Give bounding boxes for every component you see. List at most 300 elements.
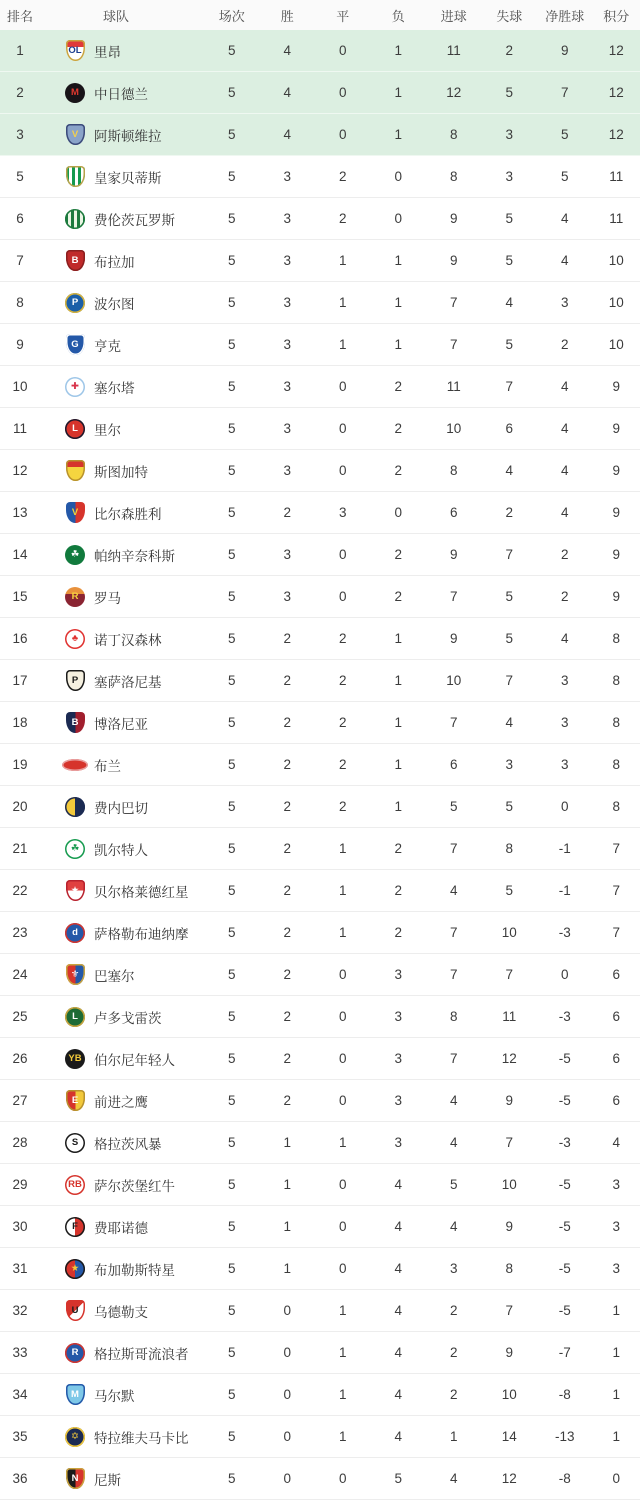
rank-value: 19 xyxy=(12,757,28,772)
goal-diff-value: 7 xyxy=(560,85,569,100)
points-value: 9 xyxy=(612,379,620,394)
played-value: 5 xyxy=(227,1261,236,1276)
team-name: 巴塞尔 xyxy=(94,968,135,984)
rank-value: 14 xyxy=(12,547,28,562)
points-value: 7 xyxy=(612,841,620,856)
losses-value: 3 xyxy=(394,967,402,982)
table-row[interactable] xyxy=(0,786,640,828)
losses-value: 2 xyxy=(394,883,402,898)
team-cell xyxy=(40,1343,204,1363)
played-value: 5 xyxy=(227,841,236,856)
draws-value: 1 xyxy=(338,841,347,856)
team-name: 马尔默 xyxy=(94,1388,135,1404)
played-value: 5 xyxy=(227,757,236,772)
played-value: 5 xyxy=(227,211,236,226)
played-value: 5 xyxy=(227,631,236,646)
played-value: 5 xyxy=(227,505,236,520)
goals-against-value: 11 xyxy=(502,1009,517,1024)
points-value: 1 xyxy=(612,1429,620,1444)
table-row[interactable] xyxy=(0,1332,640,1374)
points-value: 9 xyxy=(612,463,620,478)
losses-value: 5 xyxy=(394,1471,402,1486)
goals-for-value: 8 xyxy=(449,169,458,184)
header-team: 球队 xyxy=(103,8,130,24)
played-value: 5 xyxy=(227,1219,236,1234)
goals-against-value: 7 xyxy=(505,1135,513,1150)
team-logo-icon: F xyxy=(65,1217,85,1237)
goal-diff-value: -3 xyxy=(558,925,571,940)
team-name: 费耶诺德 xyxy=(94,1220,148,1236)
goal-diff-value: 4 xyxy=(560,253,569,268)
draws-value: 2 xyxy=(338,799,347,814)
draws-value: 0 xyxy=(338,85,347,100)
team-logo-icon: RB xyxy=(65,1175,85,1195)
table-row[interactable] xyxy=(0,576,640,618)
team-cell xyxy=(40,460,204,481)
goals-against-value: 5 xyxy=(505,589,513,604)
points-value: 9 xyxy=(612,547,620,562)
table-row[interactable] xyxy=(0,492,640,534)
goal-diff-value: -1 xyxy=(558,841,571,856)
team-logo-icon: B xyxy=(66,250,85,271)
table-row[interactable] xyxy=(0,198,640,240)
goals-against-value: 3 xyxy=(505,127,513,142)
draws-value: 0 xyxy=(338,1093,347,1108)
played-value: 5 xyxy=(227,1009,236,1024)
team-logo-icon: B xyxy=(66,712,85,733)
goal-diff-value: -3 xyxy=(558,1009,571,1024)
table-row[interactable] xyxy=(0,1164,640,1206)
goal-diff-value: 5 xyxy=(560,127,569,142)
played-value: 5 xyxy=(227,169,236,184)
wins-value: 3 xyxy=(283,253,291,268)
wins-value: 0 xyxy=(283,1303,291,1318)
team-logo-icon: L xyxy=(65,419,85,439)
header-draws: 平 xyxy=(336,8,350,24)
table-row[interactable] xyxy=(0,534,640,576)
table-row[interactable] xyxy=(0,954,640,996)
team-logo-icon: P xyxy=(66,670,85,691)
table-body xyxy=(0,30,640,1500)
wins-value: 2 xyxy=(283,715,291,730)
goal-diff-value: -5 xyxy=(558,1177,571,1192)
team-cell xyxy=(40,250,204,271)
team-name: 萨格勒布迪纳摩 xyxy=(94,926,189,942)
wins-value: 2 xyxy=(283,1093,291,1108)
rank-value: 24 xyxy=(12,967,28,982)
header-goal-diff: 净胜球 xyxy=(545,8,585,24)
goals-for-value: 7 xyxy=(449,295,458,310)
goal-diff-value: -1 xyxy=(558,883,571,898)
wins-value: 3 xyxy=(283,463,291,478)
wins-value: 3 xyxy=(283,589,291,604)
points-value: 12 xyxy=(608,85,624,100)
points-value: 9 xyxy=(612,421,620,436)
goals-for-value: 7 xyxy=(449,1051,458,1066)
goals-for-value: 12 xyxy=(446,85,462,100)
goals-against-value: 9 xyxy=(505,1345,513,1360)
wins-value: 0 xyxy=(283,1387,291,1402)
header-goals-for: 进球 xyxy=(440,8,467,24)
draws-value: 0 xyxy=(338,1009,347,1024)
draws-value: 3 xyxy=(338,505,347,520)
goals-against-value: 9 xyxy=(505,1093,513,1108)
team-logo-icon: ★ xyxy=(66,880,85,901)
team-logo-icon: R xyxy=(65,1343,85,1363)
table-row[interactable] xyxy=(0,30,640,72)
goals-against-value: 5 xyxy=(505,337,513,352)
goals-against-value: 4 xyxy=(505,715,513,730)
played-value: 5 xyxy=(227,1429,236,1444)
points-value: 7 xyxy=(612,925,620,940)
goal-diff-value: 3 xyxy=(560,295,569,310)
goals-against-value: 7 xyxy=(505,967,513,982)
team-name: 伯尔尼年轻人 xyxy=(94,1052,175,1068)
points-value: 12 xyxy=(608,43,624,58)
losses-value: 1 xyxy=(394,253,402,268)
goals-for-value: 9 xyxy=(449,253,458,268)
losses-value: 2 xyxy=(394,421,402,436)
goals-for-value: 8 xyxy=(449,463,458,478)
wins-value: 2 xyxy=(283,841,291,856)
table-header xyxy=(0,0,640,30)
table-row[interactable] xyxy=(0,240,640,282)
team-logo-icon xyxy=(65,209,85,229)
header-goals-against: 失球 xyxy=(496,8,523,24)
goals-for-value: 7 xyxy=(449,715,458,730)
team-name: 布拉加 xyxy=(94,254,135,270)
wins-value: 1 xyxy=(283,1261,291,1276)
goal-diff-value: -8 xyxy=(558,1387,571,1402)
team-cell xyxy=(40,1427,204,1447)
team-name: 斯图加特 xyxy=(94,464,148,480)
table-row[interactable] xyxy=(0,408,640,450)
table-row[interactable] xyxy=(0,1290,640,1332)
table-row[interactable] xyxy=(0,114,640,156)
goals-for-value: 6 xyxy=(449,757,458,772)
header-rank: 排名 xyxy=(6,8,33,24)
losses-value: 1 xyxy=(394,715,402,730)
table-row[interactable] xyxy=(0,702,640,744)
team-logo-icon: L xyxy=(65,1007,85,1027)
rank-value: 30 xyxy=(12,1219,28,1234)
losses-value: 1 xyxy=(394,295,402,310)
losses-value: 1 xyxy=(394,757,402,772)
wins-value: 3 xyxy=(283,211,291,226)
losses-value: 1 xyxy=(394,799,402,814)
team-name: 博洛尼亚 xyxy=(94,716,148,732)
goals-for-value: 5 xyxy=(449,799,458,814)
draws-value: 0 xyxy=(338,463,347,478)
rank-value: 12 xyxy=(12,463,28,478)
played-value: 5 xyxy=(227,967,236,982)
team-name: 中日德兰 xyxy=(94,86,148,102)
played-value: 5 xyxy=(227,253,236,268)
losses-value: 2 xyxy=(394,463,402,478)
goal-diff-value: 4 xyxy=(560,631,569,646)
team-logo-icon xyxy=(62,759,88,771)
draws-value: 0 xyxy=(338,589,347,604)
points-value: 9 xyxy=(612,589,620,604)
team-logo-icon: ✚ xyxy=(65,377,85,397)
table-row[interactable] xyxy=(0,366,640,408)
goal-diff-value: -5 xyxy=(558,1219,571,1234)
losses-value: 4 xyxy=(394,1387,402,1402)
rank-value: 29 xyxy=(12,1177,28,1192)
goal-diff-value: 4 xyxy=(560,421,569,436)
team-name: 格拉斯哥流浪者 xyxy=(94,1346,189,1362)
rank-value: 21 xyxy=(12,841,28,856)
played-value: 5 xyxy=(227,379,236,394)
goals-against-value: 14 xyxy=(501,1429,517,1444)
goals-for-value: 4 xyxy=(449,1219,458,1234)
table-row[interactable] xyxy=(0,1248,640,1290)
table-row[interactable] xyxy=(0,324,640,366)
losses-value: 4 xyxy=(394,1429,402,1444)
team-cell xyxy=(40,209,204,229)
losses-value: 3 xyxy=(394,1135,402,1150)
team-name: 萨尔茨堡红牛 xyxy=(94,1178,175,1194)
table-row[interactable] xyxy=(0,72,640,114)
goals-for-value: 6 xyxy=(449,505,458,520)
team-name: 尼斯 xyxy=(94,1472,121,1488)
rank-value: 2 xyxy=(16,85,24,100)
goals-against-value: 3 xyxy=(505,169,513,184)
team-cell xyxy=(40,839,204,859)
goals-against-value: 4 xyxy=(505,295,513,310)
wins-value: 3 xyxy=(283,421,291,436)
goals-against-value: 12 xyxy=(501,1051,517,1066)
goal-diff-value: -5 xyxy=(558,1093,571,1108)
team-name: 阿斯顿维拉 xyxy=(94,128,162,144)
team-logo-icon: ✡ xyxy=(65,1427,85,1447)
team-cell xyxy=(40,545,204,565)
table-row[interactable] xyxy=(0,744,640,786)
points-value: 1 xyxy=(612,1345,620,1360)
played-value: 5 xyxy=(227,1135,236,1150)
wins-value: 3 xyxy=(283,379,291,394)
goal-diff-value: 4 xyxy=(560,211,569,226)
draws-value: 2 xyxy=(338,715,347,730)
goal-diff-value: -3 xyxy=(558,1135,571,1150)
wins-value: 2 xyxy=(283,1009,291,1024)
draws-value: 0 xyxy=(338,127,347,142)
rank-value: 5 xyxy=(16,169,24,184)
played-value: 5 xyxy=(227,1387,236,1402)
team-logo-icon: R xyxy=(65,587,85,607)
team-logo-icon: OL xyxy=(66,40,85,61)
table-row[interactable] xyxy=(0,1458,640,1500)
played-value: 5 xyxy=(227,43,236,58)
goals-for-value: 2 xyxy=(449,1303,458,1318)
goals-against-value: 5 xyxy=(505,631,513,646)
team-name: 格拉茨风暴 xyxy=(94,1136,162,1152)
goals-for-value: 10 xyxy=(446,673,462,688)
rank-value: 32 xyxy=(12,1303,28,1318)
goals-against-value: 2 xyxy=(505,43,513,58)
goal-diff-value: 4 xyxy=(560,379,569,394)
table-row[interactable] xyxy=(0,1374,640,1416)
table-row[interactable] xyxy=(0,870,640,912)
team-logo-icon: ☘ xyxy=(65,545,85,565)
losses-value: 1 xyxy=(394,127,402,142)
draws-value: 2 xyxy=(338,169,347,184)
table-row[interactable] xyxy=(0,156,640,198)
wins-value: 4 xyxy=(283,85,291,100)
team-cell xyxy=(40,1384,204,1405)
goal-diff-value: -8 xyxy=(558,1471,571,1486)
played-value: 5 xyxy=(227,1177,236,1192)
team-name: 皇家贝蒂斯 xyxy=(94,170,162,186)
table-row[interactable] xyxy=(0,618,640,660)
wins-value: 2 xyxy=(283,631,291,646)
table-row[interactable] xyxy=(0,1038,640,1080)
losses-value: 0 xyxy=(394,169,402,184)
wins-value: 1 xyxy=(283,1219,291,1234)
losses-value: 4 xyxy=(394,1303,402,1318)
rank-value: 3 xyxy=(16,127,24,142)
team-logo-icon: ♣ xyxy=(65,629,85,649)
points-value: 0 xyxy=(612,1471,620,1486)
team-name: 乌德勒支 xyxy=(94,1304,148,1320)
goal-diff-value: 9 xyxy=(560,43,569,58)
points-value: 10 xyxy=(608,253,624,268)
goals-for-value: 4 xyxy=(449,1471,458,1486)
rank-value: 16 xyxy=(12,631,28,646)
header-losses: 负 xyxy=(391,8,405,24)
team-name: 帕纳辛奈科斯 xyxy=(94,548,175,564)
team-name: 特拉维夫马卡比 xyxy=(94,1430,189,1446)
wins-value: 2 xyxy=(283,799,291,814)
rank-value: 31 xyxy=(12,1261,28,1276)
table-row[interactable] xyxy=(0,1206,640,1248)
played-value: 5 xyxy=(227,673,236,688)
team-cell xyxy=(40,377,204,397)
played-value: 5 xyxy=(227,715,236,730)
draws-value: 0 xyxy=(338,547,347,562)
points-value: 9 xyxy=(612,505,620,520)
goal-diff-value: 0 xyxy=(560,967,569,982)
team-logo-icon: M xyxy=(66,1384,85,1405)
team-cell xyxy=(40,40,204,61)
team-name: 里昂 xyxy=(94,44,121,60)
wins-value: 2 xyxy=(283,757,291,772)
table-row[interactable] xyxy=(0,1080,640,1122)
table-row[interactable] xyxy=(0,1416,640,1458)
goals-against-value: 7 xyxy=(505,673,513,688)
losses-value: 0 xyxy=(394,211,402,226)
goals-for-value: 7 xyxy=(449,589,458,604)
team-cell xyxy=(40,629,204,649)
team-cell xyxy=(40,502,204,523)
played-value: 5 xyxy=(227,463,236,478)
team-name: 卢多戈雷茨 xyxy=(94,1010,162,1026)
draws-value: 2 xyxy=(338,757,347,772)
wins-value: 1 xyxy=(283,1177,291,1192)
goal-diff-value: 5 xyxy=(560,169,569,184)
rank-value: 23 xyxy=(12,925,28,940)
team-logo-icon: ☘ xyxy=(65,839,85,859)
table-row[interactable] xyxy=(0,282,640,324)
draws-value: 2 xyxy=(338,211,347,226)
played-value: 5 xyxy=(227,1303,236,1318)
team-cell xyxy=(40,1133,204,1153)
team-logo-icon xyxy=(66,166,85,187)
team-cell xyxy=(40,1468,204,1489)
goals-for-value: 8 xyxy=(449,1009,458,1024)
table-row[interactable] xyxy=(0,828,640,870)
rank-value: 15 xyxy=(12,589,28,604)
points-value: 10 xyxy=(608,337,624,352)
team-cell xyxy=(40,880,204,901)
losses-value: 0 xyxy=(394,505,402,520)
goals-against-value: 6 xyxy=(505,421,513,436)
losses-value: 3 xyxy=(394,1051,402,1066)
rank-value: 28 xyxy=(12,1135,28,1150)
losses-value: 1 xyxy=(394,337,402,352)
wins-value: 3 xyxy=(283,295,291,310)
team-cell xyxy=(40,923,204,943)
wins-value: 0 xyxy=(283,1345,291,1360)
team-cell xyxy=(40,712,204,733)
played-value: 5 xyxy=(227,589,236,604)
points-value: 6 xyxy=(612,1009,620,1024)
goals-for-value: 7 xyxy=(449,925,458,940)
draws-value: 1 xyxy=(338,1135,347,1150)
team-name: 布兰 xyxy=(94,758,121,774)
points-value: 6 xyxy=(612,967,620,982)
draws-value: 1 xyxy=(338,1345,347,1360)
team-cell xyxy=(40,964,204,985)
team-cell xyxy=(40,1007,204,1027)
goals-against-value: 10 xyxy=(501,925,517,940)
table-row[interactable] xyxy=(0,660,640,702)
goals-against-value: 5 xyxy=(505,211,513,226)
table-row[interactable] xyxy=(0,450,640,492)
draws-value: 1 xyxy=(338,295,347,310)
table-row[interactable] xyxy=(0,912,640,954)
table-row[interactable] xyxy=(0,1122,640,1164)
team-cell xyxy=(40,1259,204,1279)
table-row[interactable] xyxy=(0,996,640,1038)
goal-diff-value: -5 xyxy=(558,1261,571,1276)
draws-value: 0 xyxy=(338,379,347,394)
points-value: 8 xyxy=(612,799,620,814)
losses-value: 2 xyxy=(394,379,402,394)
wins-value: 2 xyxy=(283,1051,291,1066)
goal-diff-value: 2 xyxy=(560,547,569,562)
team-name: 布加勒斯特星 xyxy=(94,1262,175,1278)
goals-for-value: 2 xyxy=(449,1345,458,1360)
team-logo-icon: M xyxy=(65,83,85,103)
goals-for-value: 4 xyxy=(449,1135,458,1150)
goal-diff-value: 2 xyxy=(560,589,569,604)
rank-value: 7 xyxy=(16,253,24,268)
played-value: 5 xyxy=(227,1471,236,1486)
team-logo-icon: N xyxy=(66,1468,85,1489)
losses-value: 4 xyxy=(394,1261,402,1276)
wins-value: 0 xyxy=(283,1471,291,1486)
team-logo-icon: S xyxy=(65,1133,85,1153)
team-logo-icon: G xyxy=(66,334,85,355)
goals-for-value: 4 xyxy=(449,1093,458,1108)
goal-diff-value: 3 xyxy=(560,673,569,688)
goals-against-value: 12 xyxy=(501,1471,517,1486)
team-cell xyxy=(40,1300,204,1321)
points-value: 11 xyxy=(609,169,624,184)
played-value: 5 xyxy=(227,85,236,100)
wins-value: 1 xyxy=(283,1135,291,1150)
